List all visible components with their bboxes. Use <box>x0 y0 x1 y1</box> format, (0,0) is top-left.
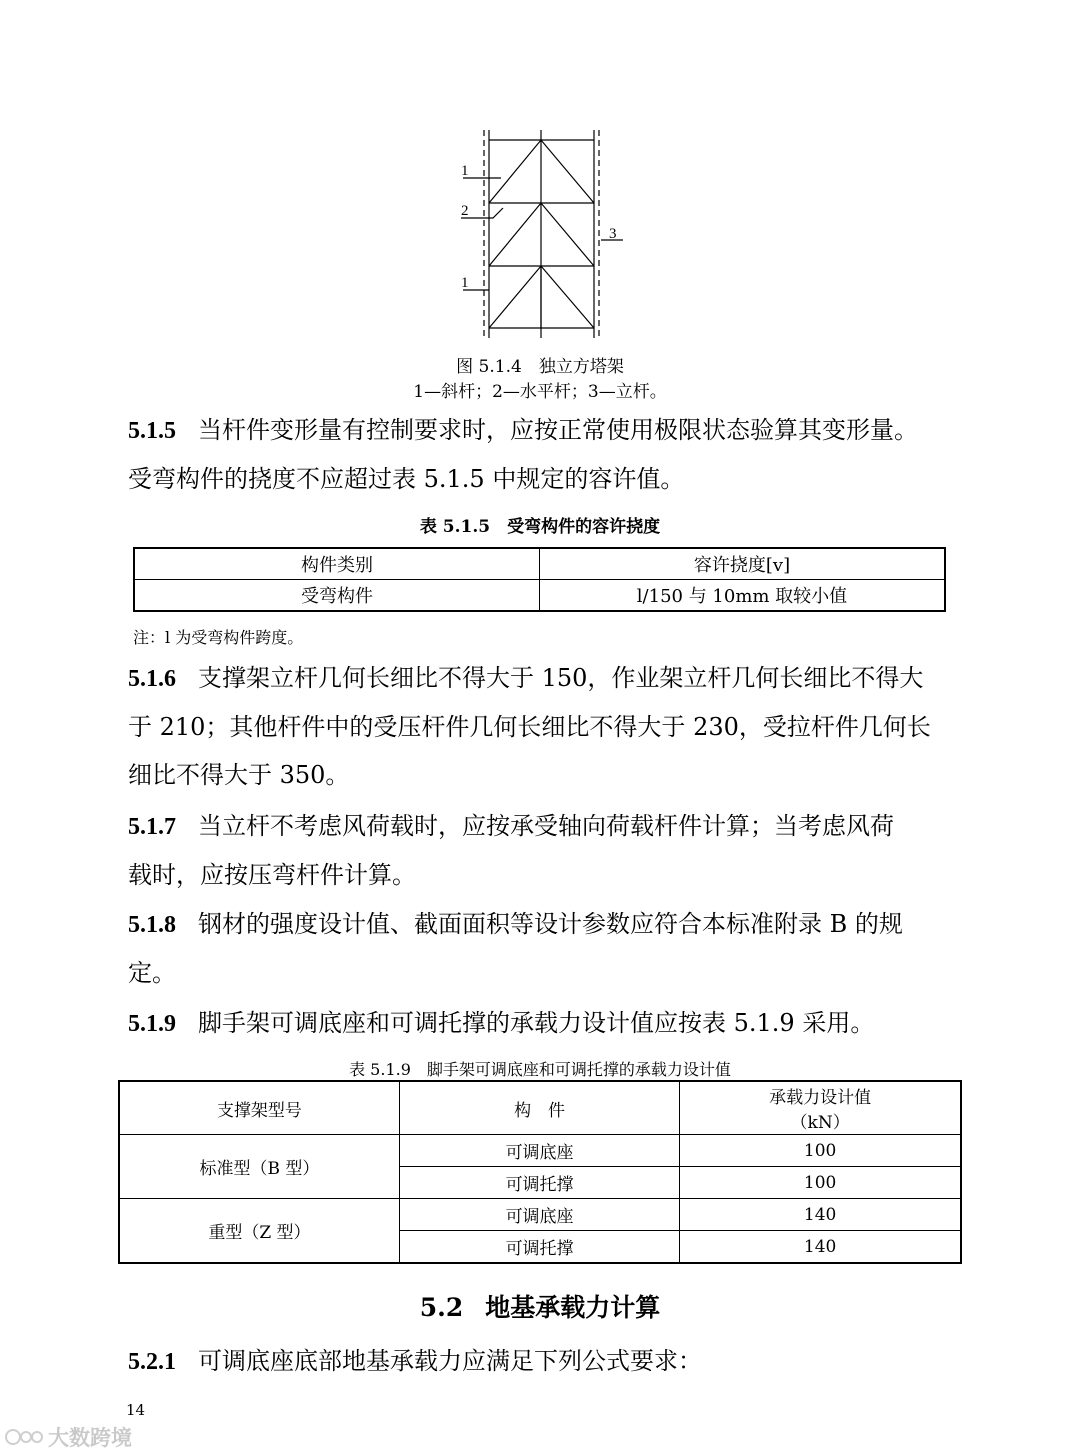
clause-text: 定。 <box>128 959 176 987</box>
clause-5-1-7 <box>128 802 953 899</box>
table-row <box>119 1135 961 1167</box>
table-group-cell: 重型（Z 型） <box>119 1199 399 1264</box>
clause-number: 5.1.6 <box>128 666 176 692</box>
figure-caption: 图 5.1.4 独立方塔架 <box>456 357 624 377</box>
clause-text: 当杆件变形量有控制要求时，应按正常使用极限状态验算其变形量。 <box>198 416 918 444</box>
header-line: 承载力设计值 <box>769 1088 872 1108</box>
page-number: 14 <box>126 1401 146 1419</box>
table-header-row <box>134 548 945 580</box>
figure-legend: 1—斜杆；2—水平杆；3—立杆。 <box>413 382 667 402</box>
table-cell: 可调托撑 <box>399 1167 679 1199</box>
table-cell: 可调托撑 <box>399 1231 679 1264</box>
table-cell: 100 <box>680 1135 961 1167</box>
callout-label: 1 <box>461 275 469 291</box>
table-cell: 140 <box>680 1231 961 1264</box>
clause-number: 5.1.8 <box>128 912 176 938</box>
clause-number: 5.1.7 <box>128 814 176 840</box>
table-cell: 100 <box>680 1167 961 1199</box>
clause-text: 钢材的强度设计值、截面面积等设计参数应符合本标准附录 B 的规 <box>198 910 903 938</box>
table-5-1-5 <box>133 547 946 612</box>
clause-text: 可调底座底部地基承载力应满足下列公式要求： <box>198 1347 702 1375</box>
callout-label: 1 <box>461 163 469 179</box>
watermark-text: 大数跨境 <box>48 1426 132 1450</box>
section-heading <box>0 1288 1080 1324</box>
table-header-cell: 容许挠度[v] <box>540 548 946 580</box>
header-unit: （kN） <box>790 1113 850 1133</box>
clause-text: 于 210；其他杆件中的受压杆件几何长细比不得大于 230，受拉杆件几何长 <box>128 713 931 741</box>
callout-label: 2 <box>461 203 469 219</box>
section-number: 5.2 <box>419 1293 464 1322</box>
clause-5-1-9 <box>128 999 953 1048</box>
clause-5-1-8 <box>128 900 953 997</box>
section-title: 地基承载力计算 <box>485 1293 661 1322</box>
table-row <box>119 1199 961 1231</box>
table-header-cell <box>680 1081 961 1135</box>
table-cell: 140 <box>680 1199 961 1231</box>
table-cell: l/150 与 10mm 取较小值 <box>540 580 946 612</box>
table-note: 注：l 为受弯构件跨度。 <box>133 628 304 647</box>
table-cell: 可调底座 <box>399 1199 679 1231</box>
table-5-1-9 <box>118 1080 962 1264</box>
table-row <box>134 580 945 612</box>
table-cell: 受弯构件 <box>134 580 540 612</box>
table-header-cell: 构 件 <box>399 1081 679 1135</box>
table-group-cell: 标准型（B 型） <box>119 1135 399 1199</box>
clause-text: 脚手架可调底座和可调托撑的承载力设计值应按表 5.1.9 采用。 <box>198 1009 875 1037</box>
table-header-cell: 支撑架型号 <box>119 1081 399 1135</box>
clause-5-1-6 <box>128 654 953 799</box>
table-5-1-5-title: 表 5.1.5 受弯构件的容许挠度 <box>419 517 661 537</box>
clause-5-1-5 <box>128 406 953 503</box>
clause-text: 受弯构件的挠度不应超过表 5.1.5 中规定的容许值。 <box>128 465 685 493</box>
table-header-cell: 构件类别 <box>134 548 540 580</box>
table-5-1-9-title: 表 5.1.9 脚手架可调底座和可调托撑的承载力设计值 <box>349 1060 731 1079</box>
table-cell: 可调底座 <box>399 1135 679 1167</box>
tower-frame-diagram <box>455 128 630 340</box>
clause-text: 细比不得大于 350。 <box>128 761 350 789</box>
clause-text: 当立杆不考虑风荷载时，应按承受轴向荷载杆件计算；当考虑风荷 <box>198 812 894 840</box>
clause-text: 支撑架立杆几何长细比不得大于 150，作业架立杆几何长细比不得大 <box>198 664 924 692</box>
clause-number: 5.1.9 <box>128 1011 176 1037</box>
clause-number: 5.1.5 <box>128 418 176 444</box>
callout-label: 3 <box>609 226 617 242</box>
clause-text: 载时，应按压弯杆件计算。 <box>128 861 416 889</box>
clause-5-2-1 <box>128 1337 953 1386</box>
table-header-row <box>119 1081 961 1135</box>
watermark-logo-icon <box>4 1425 44 1449</box>
clause-number: 5.2.1 <box>128 1349 176 1375</box>
